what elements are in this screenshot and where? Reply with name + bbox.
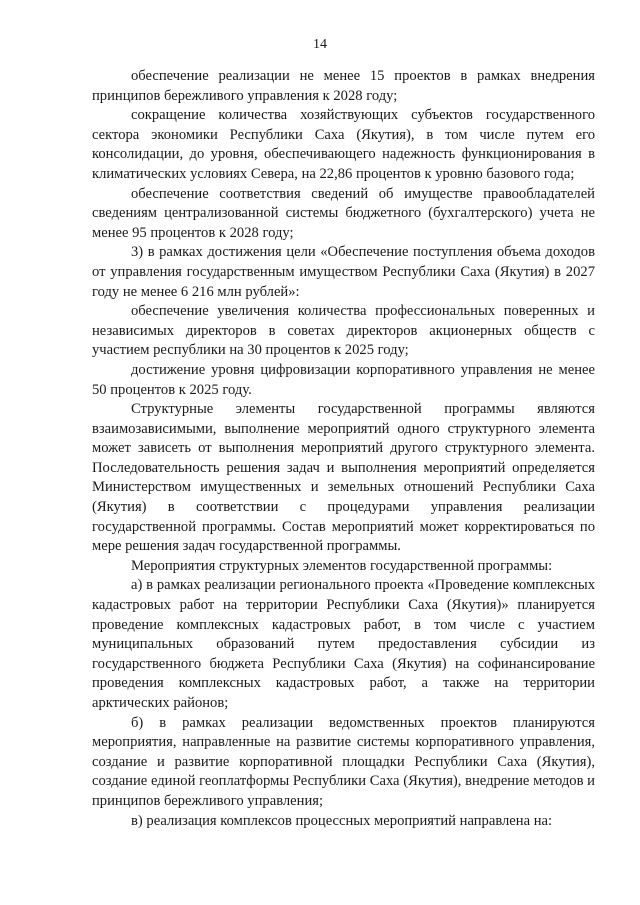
paragraph-1: обеспечение реализации не менее 15 проектов в рамках внедрения принципов бережливого управления к 2028 году;	[92, 68, 595, 104]
paragraph-8: Мероприятия структурных элементов государственной программы:	[131, 557, 553, 574]
paragraph-2: сокращение количества хозяйствующих субъектов государственного сектора экономики Республики Саха (Якутия), в том числе путем его консолидации, до уровня, обеспечивающего надежность функционирования в климатических условиях Севера, на 22,86 процентов к уровню базового года;	[92, 107, 595, 182]
paragraph-5: обеспечение увеличения количества профессиональных поверенных и независимых директоров в советах директоров акционерных обществ с участием республики на 30 процентов к 2025 году;	[92, 303, 595, 359]
page-number: 14	[313, 37, 327, 52]
paragraph-6: достижение уровня цифровизации корпоративного управления не менее 50 процентов к 2025 году.	[92, 361, 595, 398]
document-body	[92, 67, 595, 831]
paragraph-7: Структурные элементы государственной программы являются взаимозависимыми, выполнение мероприятий одного структурного элемента может зависеть от выполнения мероприятий другого структурного элемента. Последовательность решения задач и выполнения мероприятий определяется Министерством имущественных и земельных отношений Республики Саха (Якутия) в соответствии с процедурами управления реализации государственной программы. Состав мероприятий может корректироваться по мере решения задач государственной программы.	[92, 401, 595, 555]
paragraph-4: 3) в рамках достижения цели «Обеспечение поступления объема доходов от управления государственным имуществом Республики Саха (Якутия) в 2027 году не менее 6 216 млн рублей»:	[92, 244, 595, 300]
paragraph-3: обеспечение соответствия сведений об имуществе правообладателей сведениям централизованной системы бюджетного (бухгалтерского) учета не менее 95 процентов к 2028 году;	[92, 185, 595, 241]
paragraph-9: а) в рамках реализации регионального проекта «Проведение комплексных кадастровых работ на территории Республики Саха (Якутия)» планируется проведение комплексных кадастровых работ, в том числе с участием муниципальных образований путем предоставления субсидии из государственного бюджета Республики Саха (Якутия) на софинансирование проведения комплексных кадастровых работ, а также на территории арктических районов;	[92, 577, 595, 711]
paragraph-10: б) в рамках реализации ведомственных проектов планируются мероприятия, направленные на развитие системы корпоративного управления, создание и развитие корпоративной площадки Республики Саха (Якутия), создание единой геоплатформы Республики Саха (Якутия), внедрение методов и принципов бережливого управления;	[92, 714, 595, 809]
paragraph-11: в) реализация комплексов процессных мероприятий направлена на:	[131, 812, 553, 829]
